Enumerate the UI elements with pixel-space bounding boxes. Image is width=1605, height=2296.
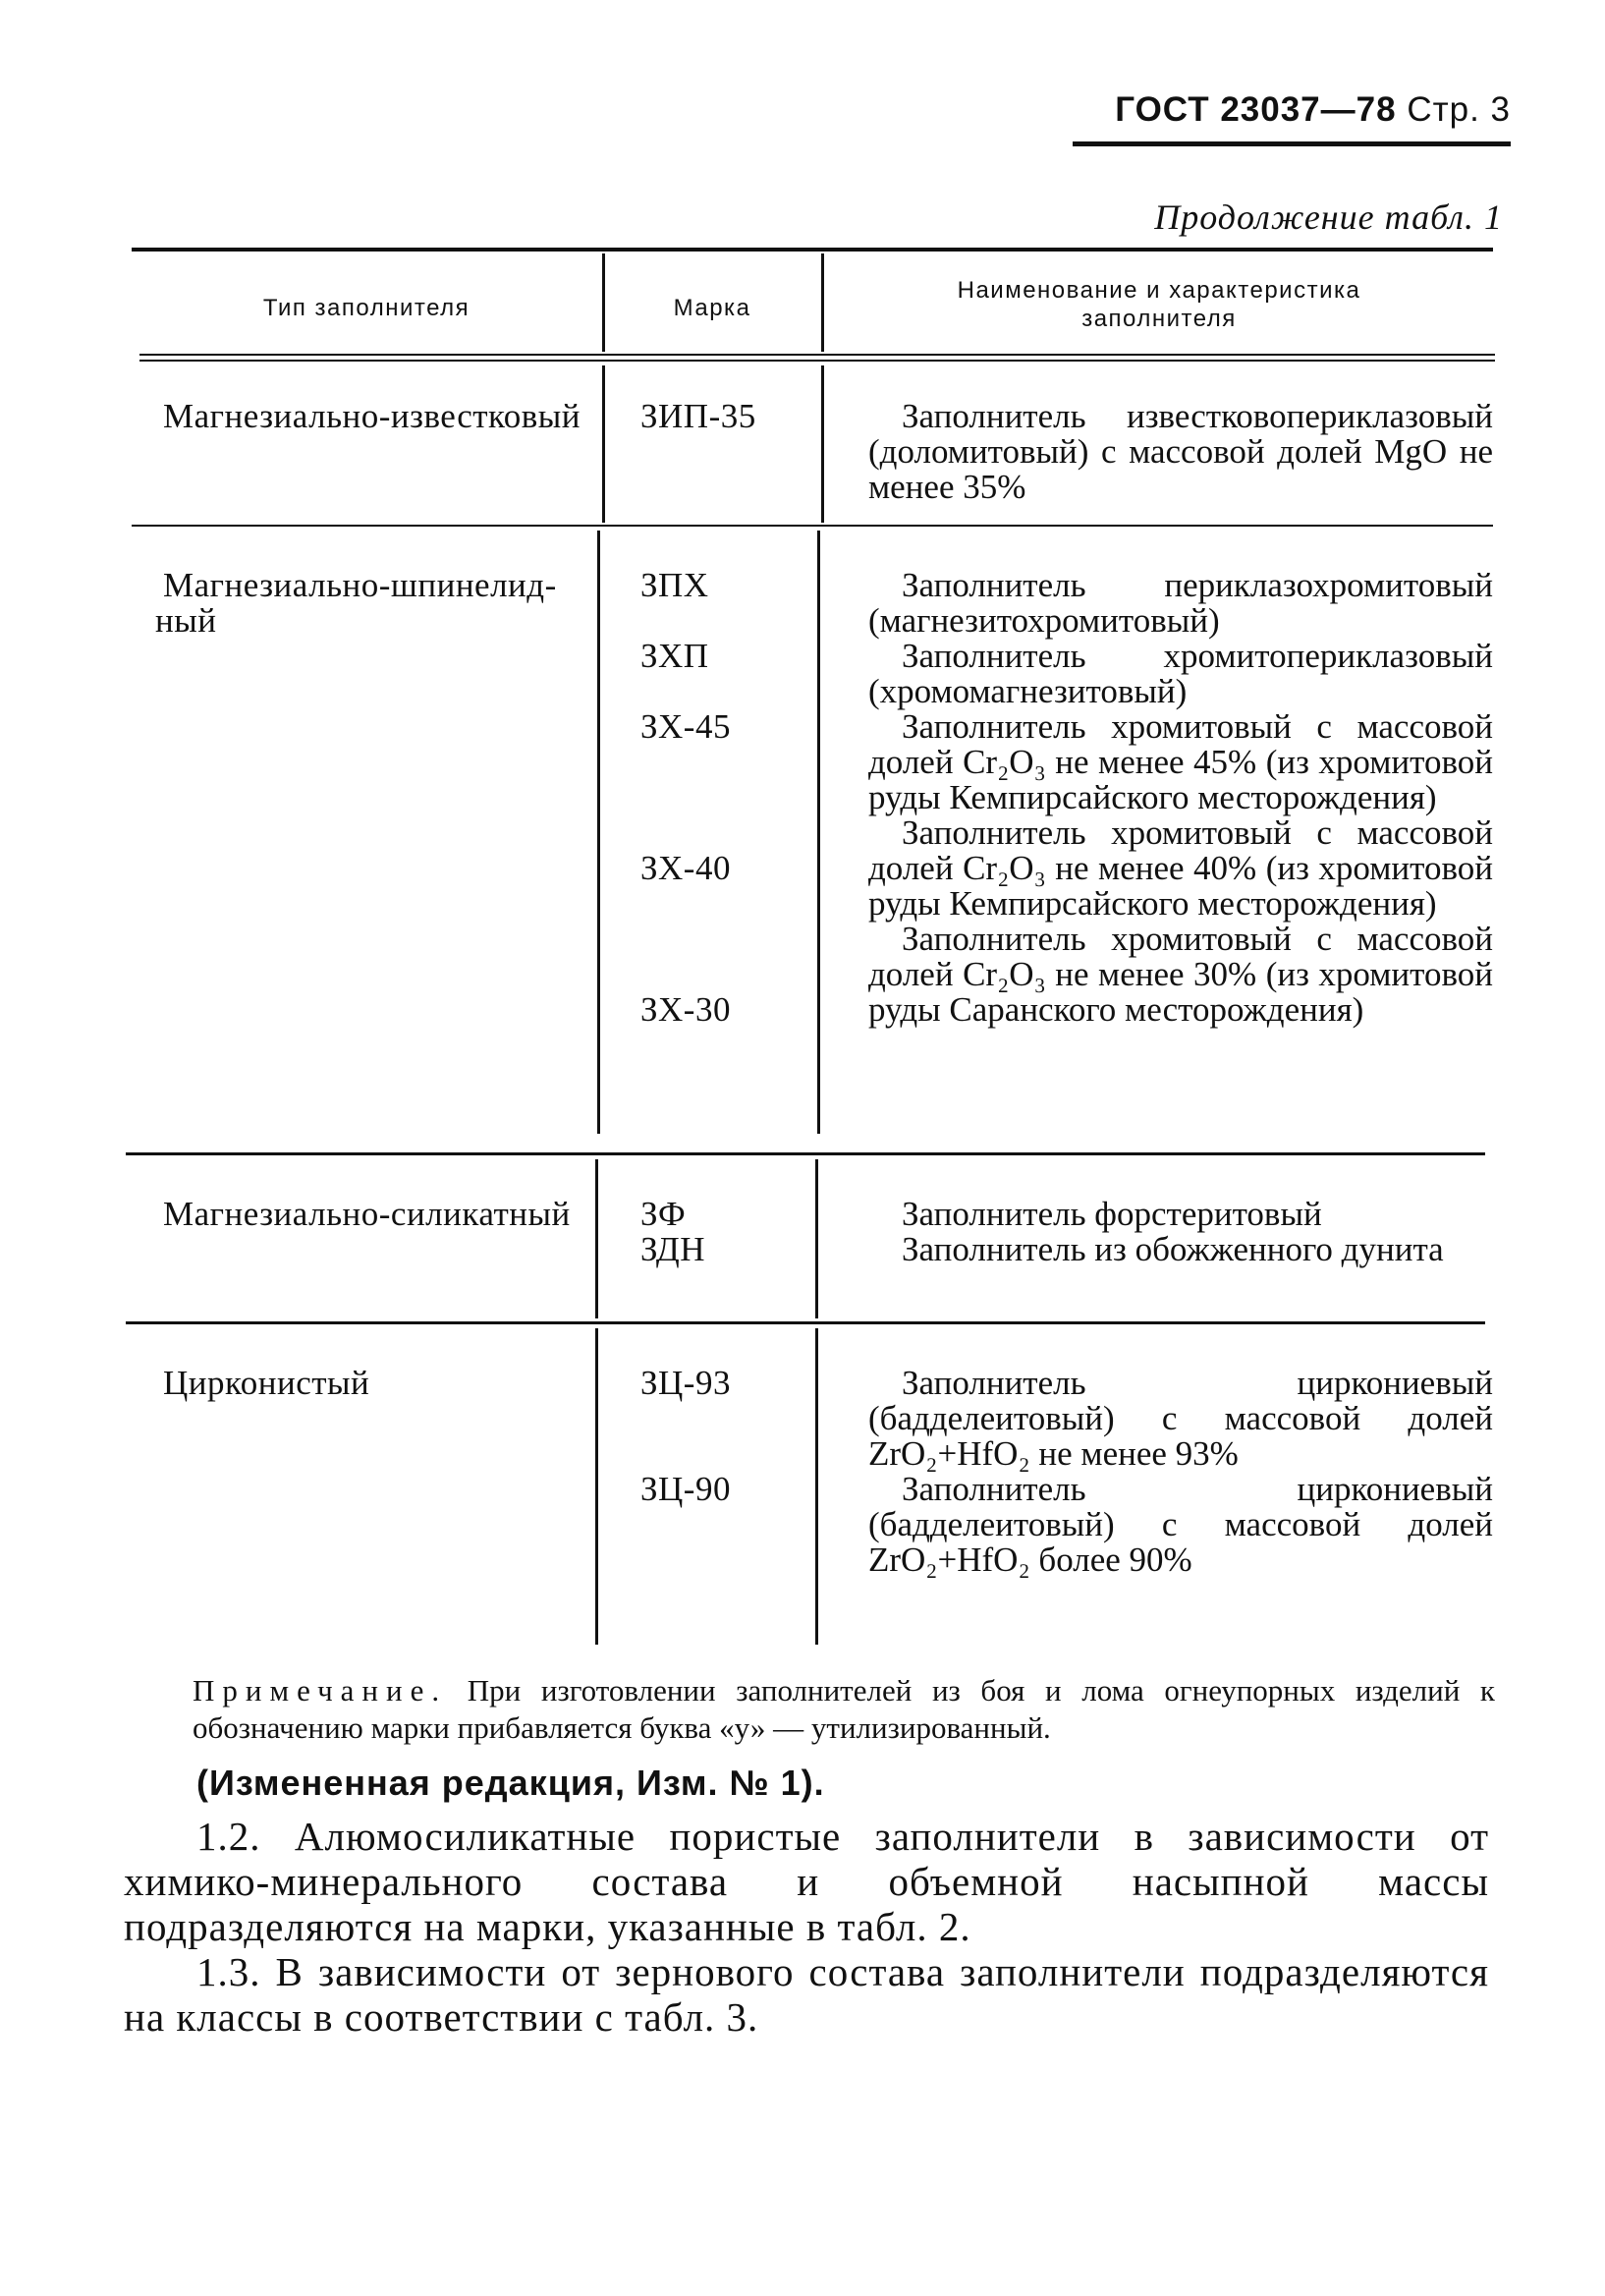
page-number: Стр. 3	[1407, 90, 1511, 129]
document-number: ГОСТ 23037—78	[1115, 90, 1397, 129]
table-note	[193, 1672, 1495, 1747]
description-cell	[868, 568, 1493, 1028]
filler-type-cell	[163, 1197, 605, 1232]
note-label: Примечание.	[193, 1673, 448, 1708]
column-divider	[821, 253, 824, 352]
description-cell	[868, 1197, 1493, 1267]
header-bottom-rule-1	[139, 354, 1495, 356]
column-header-description	[825, 277, 1493, 334]
filler-type-text: Магнезиально-силикатный	[163, 1195, 571, 1233]
mark-cell: ЗХ-40	[640, 849, 731, 887]
paragraph-1-2: 1.2. Алюмосиликатные пористые заполнители в зависимости от химико-минерального состава и объемной насыпной массы подразделяются на марки, указанные в табл. 2.	[124, 1814, 1489, 1949]
row-separator	[132, 525, 1493, 527]
description-text: Заполнитель циркониевый (бадделеитовый) с массовой долей ZrO₂+HfO₂ не менее 93%	[868, 1364, 1493, 1473]
description-text: Заполнитель форстеритовый	[902, 1195, 1322, 1233]
paragraph-1-3: 1.3. В зависимости от зернового состава заполнители подразделяются на классы в соответствии с табл. 3.	[124, 1949, 1489, 2040]
note-text: При изготовлении заполнителей из боя и лома огнеупорных изделий к обозначению марки прибавляется буква «у» — утилизированный.	[193, 1673, 1495, 1745]
mark-cell: ЗДН	[640, 1230, 706, 1268]
mark-cell: ЗХ-45	[640, 707, 731, 746]
page-header	[1115, 90, 1511, 130]
header-underline	[1073, 141, 1511, 146]
header-bottom-rule-2	[139, 360, 1495, 362]
column-header-mark: Марка	[673, 295, 751, 321]
description-text: Заполнитель циркониевый (бадделеитовый) с массовой долей ZrO₂+HfO₂ более 90%	[868, 1470, 1493, 1579]
description-text: Заполнитель известковопериклазовый (доломитовый) с массовой долей MgO не менее 35%	[868, 397, 1493, 506]
filler-type-cell	[163, 399, 605, 434]
mark-cell: ЗЦ-93	[640, 1364, 731, 1402]
mark-cell: ЗФ	[640, 1195, 687, 1233]
mark-cell: ЗХП	[640, 637, 709, 675]
table-continuation-label: Продолжение табл. 1	[1154, 197, 1503, 237]
body-text	[124, 1814, 1489, 2040]
description-text: Заполнитель из обожженного дунита	[902, 1230, 1444, 1268]
filler-type-text: ный	[155, 601, 217, 640]
row-separator	[126, 1321, 1485, 1324]
table-top-rule	[132, 248, 1493, 252]
mark-cell: ЗИП-35	[640, 397, 756, 435]
description-text: Заполнитель периклазохромитовый (магнезитохромитовый)	[868, 566, 1493, 640]
description-text: Заполнитель хромитовый с массовой долей Cr₂O₃ не менее 45% (из хромитовой руды Кемпирсайского месторождения)	[868, 707, 1493, 816]
column-divider	[815, 1328, 818, 1645]
filler-type-cell	[163, 1366, 605, 1401]
description-text: Заполнитель хромитовый с массовой долей Cr₂O₃ не менее 30% (из хромитовой руды Саранского месторождения)	[868, 920, 1493, 1029]
mark-cell: ЗЦ-90	[640, 1470, 731, 1508]
filler-type-text: Магнезиально-шпинелид-	[163, 566, 557, 604]
mark-cell: ЗХ-30	[640, 990, 731, 1029]
column-divider	[817, 531, 820, 1134]
description-cell	[868, 399, 1493, 505]
column-divider	[602, 365, 605, 523]
row-separator	[126, 1152, 1485, 1155]
filler-type-text: Цирконистый	[163, 1364, 370, 1402]
description-text: Заполнитель хромитовый с массовой долей Cr₂O₃ не менее 40% (из хромитовой руды Кемпирсайского месторождения)	[868, 813, 1493, 923]
description-text: Заполнитель хромитопериклазовый (хромомагнезитовый)	[868, 637, 1493, 710]
column-header-type: Тип заполнителя	[262, 295, 470, 321]
column-divider	[815, 1159, 818, 1318]
column-header-description-line1: Наименование и характеристика	[957, 277, 1361, 304]
mark-cell: ЗПХ	[640, 566, 709, 604]
description-cell	[868, 1366, 1493, 1578]
column-divider	[595, 1159, 598, 1318]
filler-type-cell	[155, 566, 605, 640]
filler-type-text: Магнезиально-известковый	[163, 397, 581, 435]
column-header-description-line2: заполнителя	[1081, 305, 1237, 332]
edition-note: (Измененная редакция, Изм. № 1).	[196, 1763, 825, 1803]
column-divider	[821, 365, 824, 523]
